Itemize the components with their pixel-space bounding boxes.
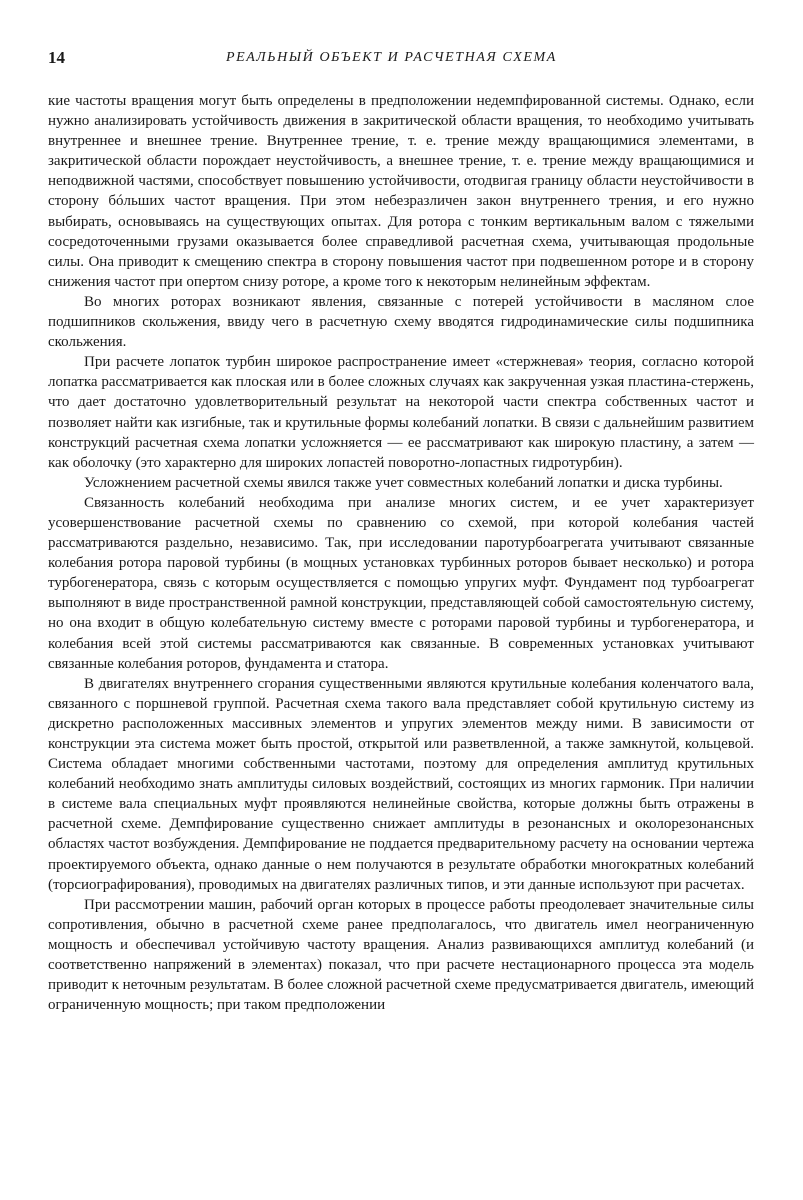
paragraph-coupled-vibrations: Связанность колебаний необходима при анализе многих систем, и ее учет характеризует усовершенствование расчетной схемы по сравнению со схемой, при которой колебания частей рассматриваются раздельно, независимо. Так, при исследовании паротурбоагрегата учитывают связанные колебания ротора паровой турбины (в мощных установках турбинных роторов бывает несколько) и ротора турбогенератора, связь с которым осуществляется с помощью упругих муфт. Фундамент под турбоагрегат выполняют в виде пространственной рамной конструкции, представляющей собой самостоятельную систему, но она входит в общую колебательную систему вместе с роторами паровой турбины и турбогенератора, и колебания всей этой системы рассматриваются как связанные. В современных установках учитывают связанные колебания роторов, фундамента и статора.: [48, 494, 754, 672]
paragraph-continuation: кие частоты вращения могут быть определены в предположении недемпфированной системы. Однако, если нужно анализировать устойчивость движения в закритической области вращения, то необходимо учитывать внутреннее и внешнее трение. Внутреннее трение, т. е. трение между вращающимися элементами, в закритической области порождает неустойчивость, а внешнее трение, т. е. трение между вращающимися и неподвижной частями, способствует повышению устойчивости, отодвигая границу области неустойчивости в сторону бóльших частот вращения. При этом небезразличен закон внутреннего трения, и его нужно выбирать, основываясь на существующих опытах. Для ротора с тонким вертикальным валом с тяжелыми сосредоточенными грузами оказывается более справедливой расчетная схема, учитывающая продольные силы. Она приводит к смещению спектра в сторону повышения частот при подвешенном роторе и в сторону снижения частот при опертом снизу роторе, а кроме того к некоторым нелинейным эффектам.: [48, 93, 754, 290]
paragraph-turbine-blades: При расчете лопаток турбин широкое распространение имеет «стержневая» теория, согласно которой лопатка рассматривается как плоская или в более сложных случаях как закрученная узкая пластина-стержень, что дает достаточно удовлетворительный результат на некоторой части спектра собственных частот и позволяет найти как изгибные, так и крутильные формы колебаний лопатки. В связи с дальнейшим развитием конструкций расчетная схема лопатки усложняется — ее рассматривают как широкую пластину, а затем — как оболочку (это характерно для широких лопастей поворотно-лопастных гидротурбин).: [48, 354, 754, 471]
body-text: [48, 91, 754, 1015]
paragraph-oil-film-bearings: Во многих роторах возникают явления, связанные с потерей устойчивости в масляном слое подшипников скольжения, ввиду чего в расчетную схему вводятся гидродинамические силы подшипника скольжения.: [48, 293, 754, 351]
page-header: [48, 48, 758, 72]
paragraph-internal-combustion-engines: В двигателях внутреннего сгорания существенными являются крутильные колебания коленчатого вала, связанного с поршневой группой. Расчетная схема такого вала представляет собой крутильную систему из дискретно расположенных массивных элементов и упругих элементов между ними. В зависимости от конструкции эта система может быть простой, открытой или разветвленной, а также замкнутой, кольцевой. Система обладает многими собственными частотами, поэтому для определения амплитуд крутильных колебаний необходимо знать амплитуды силовых воздействий, состоящих из многих гармоник. При наличии в системе вала специальных муфт проявляются нелинейные свойства, которые должны быть отражены в расчетной схеме. Демпфирование существенно снижает амплитуды в резонансных и околорезонансных областях частот возбуждения. Демпфирование не поддается предварительному расчету на основании чертежа проектируемого объекта, однако данные о нем получаются в результате обработки многократных колебаний (торсиографирования), проводимых на двигателях различных типов, и эти данные используют при расчетах.: [48, 675, 754, 893]
paragraph-blade-disk-coupling: Усложнением расчетной схемы явился также учет совместных колебаний лопатки и диска турбины.: [84, 474, 723, 491]
paragraph-limited-power-engine: При рассмотрении машин, рабочий орган которых в процессе работы преодолевает значительные силы сопротивления, обычно в расчетной схеме ранее предполагалось, что двигатель имел неограниченную мощность и обеспечивал устойчивую частоту вращения. Анализ развивающихся амплитуд колебаний (и соответственно напряжений в элементах) показал, что при расчете нестационарного процесса эта модель приводит к неточным результатам. В более сложной расчетной схеме предусматривается двигатель, имеющий ограниченную мощность; при таком предположении: [48, 896, 754, 1014]
page-number: 14: [48, 48, 65, 67]
running-title: РЕАЛЬНЫЙ ОБЪЕКТ И РАСЧЕТНАЯ СХЕМА: [226, 50, 557, 65]
